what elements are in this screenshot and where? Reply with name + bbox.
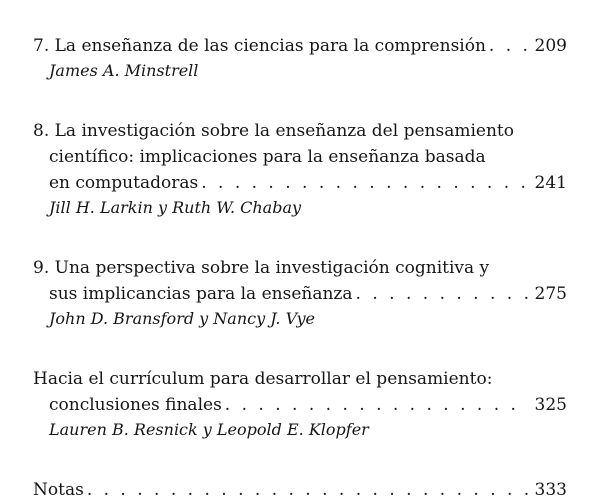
toc-entry-title: 7. La enseñanza de las ciencias para la comprensión — [33, 36, 486, 56]
page-number: 275 — [534, 284, 567, 304]
toc-entry-title-line — [33, 477, 567, 503]
toc-entry-title: científico: implicaciones para la enseñanza basada — [49, 147, 486, 167]
toc-entry-author: James A. Minstrell — [49, 61, 199, 80]
toc-entry-title: sus implicancias para la enseñanza — [49, 284, 353, 304]
page-number: 241 — [534, 173, 567, 193]
toc-entry-title-line — [33, 392, 567, 418]
toc-entry-title-line — [33, 255, 567, 281]
toc-entry-title-line — [33, 118, 567, 144]
toc-entry-chapter-7 — [33, 33, 567, 83]
dot-leader — [489, 33, 529, 59]
toc-entry-title-line — [33, 281, 567, 307]
dot-leader — [87, 477, 529, 503]
toc-entry-title: en computadoras — [49, 173, 199, 193]
toc-entry-notes — [33, 477, 567, 503]
toc-entry-conclusions — [33, 366, 567, 442]
toc-entry-title: Hacia el currículum para desarrollar el pensamiento: — [33, 369, 493, 389]
toc-entry-author: John D. Bransford y Nancy J. Vye — [49, 309, 315, 328]
toc-entry-title: conclusiones finales — [49, 395, 222, 415]
dot-leader — [201, 170, 528, 196]
toc-entry-title-line — [33, 366, 567, 392]
toc-entry-title: 8. La investigación sobre la enseñanza del pensamiento — [33, 121, 514, 141]
table-of-contents — [33, 33, 567, 503]
toc-entry-author: Lauren B. Resnick y Leopold E. Klopfer — [49, 420, 369, 439]
dot-leader — [356, 281, 529, 307]
toc-entry-title: 9. Una perspectiva sobre la investigación cognitiva y — [33, 258, 490, 278]
page-number: 209 — [534, 36, 567, 56]
toc-entry-title: Notas — [33, 480, 84, 500]
toc-entry-chapter-9 — [33, 255, 567, 331]
toc-entry-title-line — [33, 144, 567, 170]
toc-entry-chapter-8 — [33, 118, 567, 220]
toc-entry-author: Jill H. Larkin y Ruth W. Chabay — [49, 198, 302, 217]
page-number: 325 — [534, 395, 567, 415]
toc-entry-title-line — [33, 33, 567, 59]
page-number: 333 — [534, 480, 567, 500]
dot-leader — [225, 392, 529, 418]
toc-entry-title-line — [33, 170, 567, 196]
